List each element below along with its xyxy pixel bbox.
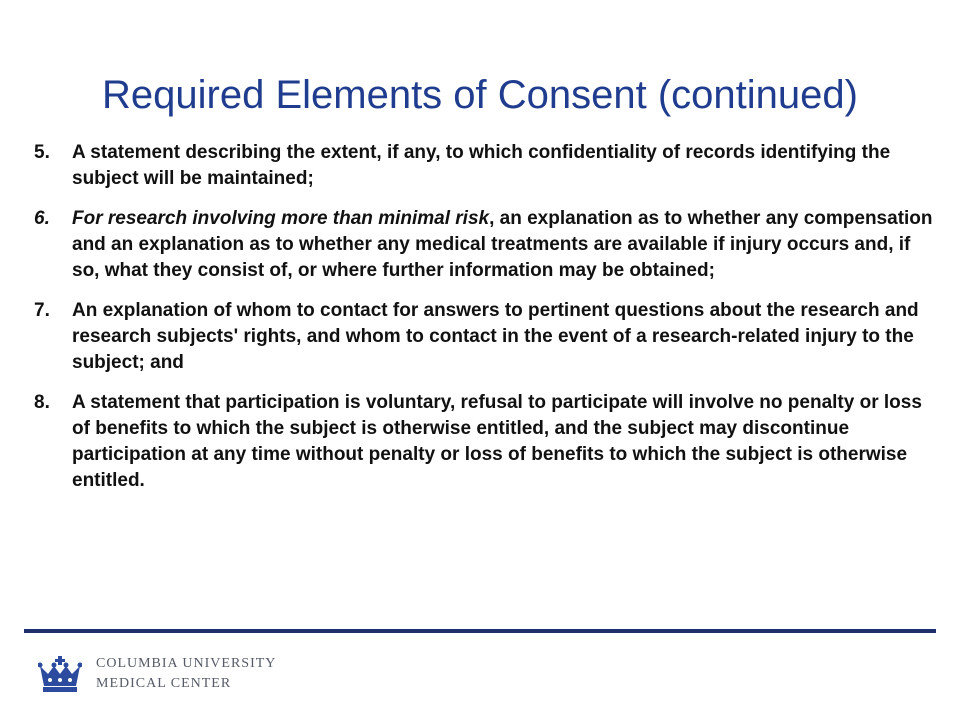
footer-divider — [24, 629, 936, 633]
item-number: 5. — [34, 142, 50, 163]
item-number: 8. — [34, 392, 50, 413]
item-text: A statement that participation is voluntary, refusal to participate will involve no penalty or loss of benefits to which the subject is otherwise entitled, and the subject may discontinue participation at any time without penalty or loss of benefits to which the subject is otherwise entitled. — [72, 392, 922, 491]
item-number: 6. — [34, 208, 50, 229]
columbia-logo — [38, 654, 276, 694]
item-italic-text: For research involving more than minimal risk — [72, 208, 490, 229]
consent-elements-list — [34, 140, 934, 508]
list-item — [34, 140, 934, 192]
crown-icon — [38, 656, 82, 692]
list-item — [34, 390, 934, 494]
list-item — [34, 206, 934, 284]
item-text: , an explanation as to whether any compensation and an explanation as to whether any medical treatments are available if injury occurs and, if so, what they consist of, or where further information may be obtained; — [72, 208, 933, 281]
slide-title: Required Elements of Consent (continued) — [102, 73, 858, 117]
logo-line-2: MEDICAL CENTER — [96, 676, 232, 691]
item-text: An explanation of whom to contact for answers to pertinent questions about the research and research subjects' rights, and whom to contact in the event of a research-related injury to the subject; and — [72, 300, 919, 373]
item-text: A statement describing the extent, if any, to which confidentiality of records identifying the subject will be maintained; — [72, 142, 891, 189]
logo-wordmark — [96, 654, 276, 694]
logo-line-1: COLUMBIA UNIVERSITY — [96, 656, 277, 671]
item-text-container — [72, 206, 934, 284]
item-number: 7. — [34, 300, 50, 321]
list-item — [34, 298, 934, 376]
